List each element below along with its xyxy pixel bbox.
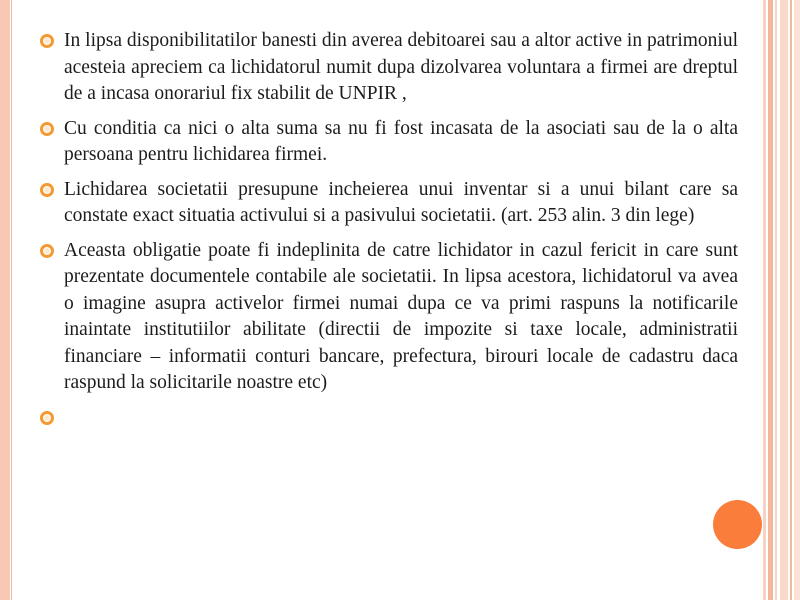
bullet-text: Lichidarea societatii presupune incheierea unui inventar si a unui bilant care sa constate exact situatia activului si a pasivului societatii. (art. 253 alin. 3 din lege): [64, 178, 738, 226]
right-stripe: [775, 0, 777, 600]
bullet-icon: [40, 183, 54, 197]
bullet-item: [40, 238, 738, 397]
bullet-icon: [40, 34, 54, 48]
bullet-text: In lipsa disponibilitatilor banesti din averea debitoarei sau a altor active in patrimoniul acesteia apreciem ca lichidatorul numit dupa dizolvarea voluntara a firmei are dreptul de a incasa onorariul fix stabilit de UNPIR ,: [64, 30, 738, 104]
bullet-icon: [40, 244, 54, 258]
right-stripe: [794, 0, 800, 600]
bullet-item: [40, 116, 738, 169]
bullet-icon: [40, 122, 54, 136]
bullet-list: [40, 28, 738, 439]
bullet-text: Cu conditia ca nici o alta suma sa nu fi fost incasata de la asociati sau de la o alta persoana pentru lichidarea firmei.: [64, 117, 738, 165]
bullet-item-empty: [40, 405, 738, 431]
right-stripe: [763, 0, 766, 600]
bullet-item: [40, 28, 738, 108]
left-border-line: [11, 0, 12, 600]
bullet-icon: [40, 411, 54, 425]
right-stripe: [780, 0, 788, 600]
decorative-circle: [713, 500, 762, 549]
right-stripe: [768, 0, 773, 600]
left-border-stripe: [0, 0, 10, 600]
bullet-item: [40, 177, 738, 230]
right-stripe: [790, 0, 792, 600]
bullet-text: Aceasta obligatie poate fi indeplinita de catre lichidator in cazul fericit in care sunt prezentate documentele contabile ale societatii. In lipsa acestora, lichidatorul va avea o imagine asupra activelor firmei numai dupa ce va primi raspuns la notificarile inaintate institutiilor abilitate (directii de impozite si taxe locale, administratii financiare – informatii conturi bancare, prefectura, birouri locale de cadastru daca raspund la solicitarile noastre etc): [64, 239, 738, 393]
